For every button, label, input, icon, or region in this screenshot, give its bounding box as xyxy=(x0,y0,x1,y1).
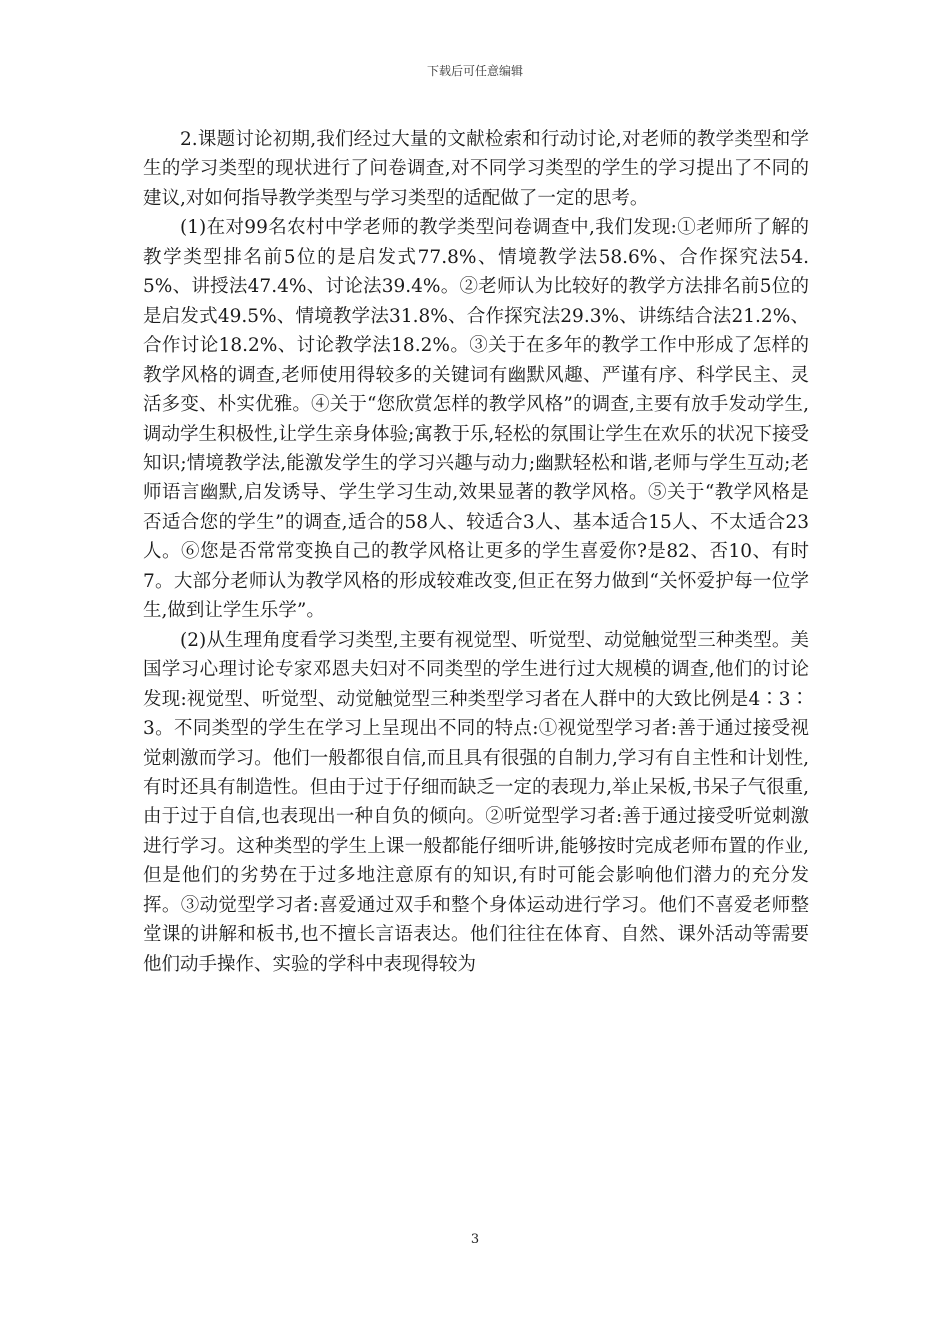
paragraph-intro: 2.课题讨论初期,我们经过大量的文献检索和行动讨论,对老师的教学类型和学生的学习类型的现状进行了问卷调查,对不同学习类型的学生的学习提出了不同的建议,对如何指导教学类型与学习类型的适配做了一定的思考。 xyxy=(143,129,809,209)
document-body xyxy=(143,125,809,979)
page-number: 3 xyxy=(470,1232,480,1247)
paragraph-learning-types: (2)从生理角度看学习类型,主要有视觉型、听觉型、动觉触觉型三种类型。美国学习心理讨论专家邓恩夫妇对不同类型的学生进行过大规模的调查,他们的讨论发现:视觉型、听觉型、动觉触觉型三种类型学习者在人群中的大致比例是4∶3∶3。不同类型的学生在学习上呈现出不同的特点:①视觉型学习者:善于通过接受视觉刺激而学习。他们一般都很自信,而且具有很强的自制力,学习有自主性和计划性,有时还具有制造性。但由于过于仔细而缺乏一定的表现力,举止呆板,书呆子气很重,由于过于自信,也表现出一种自负的倾向。②听觉型学习者:善于通过接受听觉刺激进行学习。这种类型的学生上课一般都能仔细听讲,能够按时完成老师布置的作业,但是他们的劣势在于过多地注意原有的知识,有时可能会影响他们潜力的充分发挥。③动觉型学习者:喜爱通过双手和整个身体运动进行学习。他们不喜爱老师整堂课的讲解和板书,也不擅长言语表达。他们往往在体育、自然、课外活动等需要他们动手操作、实验的学科中表现得较为 xyxy=(143,629,809,975)
page-header: 下载后可任意编辑 xyxy=(426,64,523,78)
paragraph-teacher-survey: (1)在对99名农村中学老师的教学类型问卷调查中,我们发现:①老师所了解的教学类型排名前5位的是启发式77.8%、情境教学法58.6%、合作探究法54.5%、讲授法47.4%、讨论法39.4%。②老师认为比较好的教学方法排名前5位的是启发式49.5%、情境教学法31.8%、合作探究法29.3%、讲练结合法21.2%、合作讨论18.2%、讨论教学法18.2%。③关于在多年的教学工作中形成了怎样的教学风格的调查,老师使用得较多的关键词有幽默风趣、严谨有序、科学民主、灵活多变、朴实优雅。④关于“您欣赏怎样的教学风格”的调查,主要有放手发动学生,调动学生积极性,让学生亲身体验;寓教于乐,轻松的氛围让学生在欢乐的状况下接受知识;情境教学法,能激发学生的学习兴趣与动力;幽默轻松和谐,老师与学生互动;老师语言幽默,启发诱导、学生学习生动,效果显著的教学风格。⑤关于“教学风格是否适合您的学生”的调查,适合的58人、较适合3人、基本适合15人、不太适合23人。⑥您是否常常变换自己的教学风格让更多的学生喜爱你?是82、否10、有时7。大部分老师认为教学风格的形成较难改变,但正在努力做到“关怀爱护每一位学生,做到让学生乐学”。 xyxy=(143,217,809,622)
